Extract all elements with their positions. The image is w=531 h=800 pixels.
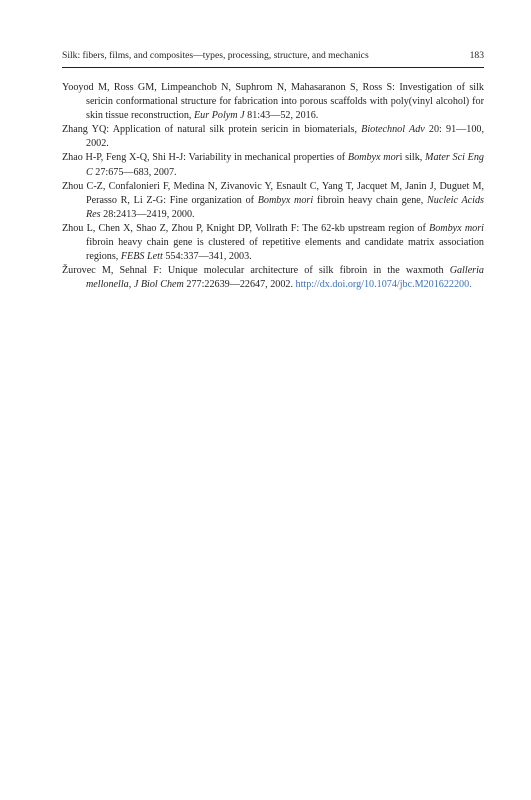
reference-text-continued: , <box>128 279 134 291</box>
journal-title: FEBS Lett <box>120 251 163 263</box>
reference-citation: 28:2413—2419, 2000. <box>100 208 195 220</box>
reference-text: Žurovec M, Sehnal F: Unique molecular architecture of silk fibroin in the waxmoth <box>62 265 450 277</box>
reference-text-continued: fibroin heavy chain gene is clustered of repetitive elements and candidate matrix association regions, <box>86 237 484 263</box>
reference-yooyod-2016 <box>62 81 484 123</box>
reference-zhou-2000 <box>62 180 484 222</box>
species-name: Bombyx mori <box>429 222 484 234</box>
reference-text-continued: i silk, <box>399 152 426 164</box>
species-name: Galleria mellonella <box>86 265 484 291</box>
page-number: 183 <box>469 50 484 61</box>
reference-citation: 27:675—683, 2007. <box>92 166 177 178</box>
reference-citation: 554:337—341, 2003. <box>162 251 252 263</box>
header-rule <box>62 67 484 68</box>
reference-text: Zhang YQ: Application of natural silk protein sericin in biomaterials, <box>62 124 362 136</box>
reference-text: Yooyod M, Ross GM, Limpeanchob N, Suphrom N, Mahasaranon S, Ross S: Investigation of silk sericin conformational structure for fabrication into porous scaffolds with poly(vinyl alcohol) for skin tissue reconstruction, <box>62 82 484 122</box>
page-header <box>62 48 484 64</box>
reference-citation: 20: 91—100, 2002. <box>86 124 484 150</box>
reference-list <box>62 81 484 292</box>
running-title: Silk: fibers, films, and composites—types, processing, structure, and mechanics <box>62 50 369 61</box>
journal-title: Mater Sci Eng C <box>86 152 484 178</box>
reference-citation: 277:22639—22647, 2002. <box>183 279 296 291</box>
species-name: Bombyx mori <box>257 194 314 206</box>
reference-text: Zhao H-P, Feng X-Q, Shi H-J: Variability in mechanical properties of <box>62 152 348 164</box>
reference-citation: 81:43—52, 2016. <box>244 110 319 122</box>
doi-link[interactable]: http://dx.doi.org/10.1074/jbc.M201622200 <box>295 279 470 291</box>
link-period: . <box>469 279 472 291</box>
reference-zurovec-2002 <box>62 264 484 292</box>
journal-title: Eur Polym J <box>193 110 245 122</box>
journal-title: J Biol Chem <box>133 279 184 291</box>
journal-title: Nucleic Acids Res <box>86 194 484 220</box>
reference-zhou-2003 <box>62 222 484 264</box>
reference-zhao-2007 <box>62 151 484 179</box>
species-name: Bombyx mor <box>347 152 400 164</box>
reference-text: Zhou L, Chen X, Shao Z, Zhou P, Knight DP, Vollrath F: The 62-kb upstream region of <box>62 222 430 234</box>
reference-text: Zhou C-Z, Confalonieri F, Medina N, Zivanovic Y, Esnault C, Yang T, Jacquet M, Janin J, Duguet M, Perasso R, Li Z-G: Fine organization of <box>62 180 484 206</box>
reference-text-continued: fibroin heavy chain gene, <box>313 194 428 206</box>
journal-title: Biotechnol Adv <box>361 124 425 136</box>
reference-zhang-2002 <box>62 123 484 151</box>
